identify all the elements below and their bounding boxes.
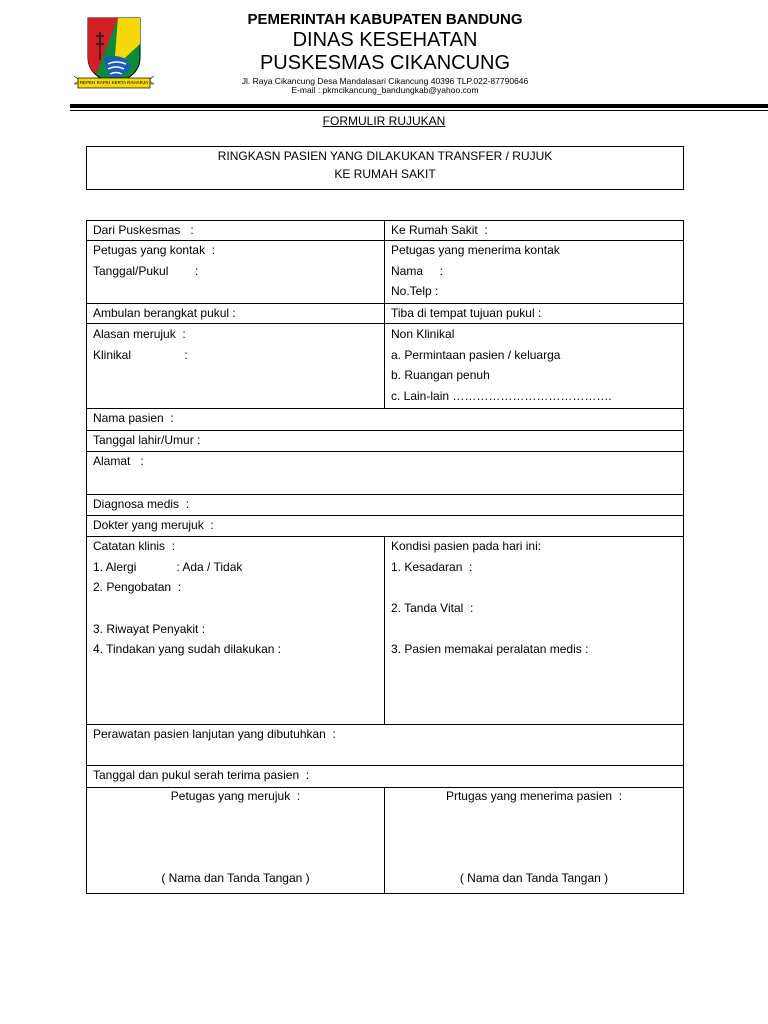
label-tanggal-lahir: Tanggal lahir/Umur : [93,433,201,447]
label-petugas-menerima-kontak: Petugas yang menerima kontak [391,243,560,257]
label-tiba: Tiba di tempat tujuan pukul : [391,306,542,320]
label-diagnosa: Diagnosa medis : [93,497,190,511]
row-divider [87,536,683,537]
logo-motto: REPEH RAPIH KERTA RAHARJA [79,80,149,85]
label-peralatan: 3. Pasien memakai peralatan medis : [391,642,589,656]
label-perawatan: Perawatan pasien lanjutan yang dibutuhkan : [93,727,336,741]
summary-line-2: KE RUMAH SAKIT [334,167,436,181]
header-department: DINAS KESEHATAN [292,29,478,51]
label-catatan: Catatan klinis : [93,539,176,553]
summary-box [86,146,684,190]
label-kesadaran: 1. Kesadaran : [391,560,473,574]
label-tindakan: 4. Tindakan yang sudah dilakukan : [93,642,282,656]
option-b: b. Ruangan penuh [391,368,490,382]
option-c: c. Lain-lain …………………………………. [391,389,612,403]
label-dari-puskesmas: Dari Puskesmas : [93,223,194,237]
label-no-telp: No.Telp : [391,284,439,298]
form-title-text: FORMULIR RUJUKAN [322,114,446,128]
label-tanggal-pukul: Tanggal/Pukul : [93,264,199,278]
label-klinikal: Klinikal : [93,348,188,362]
label-petugas-menerima-pasien: Prtugas yang menerima pasien : [445,789,623,803]
summary-line-1: RINGKASN PASIEN YANG DILAKUKAN TRANSFER / RUJUK [217,149,553,163]
label-pengobatan: 2. Pengobatan : [93,580,182,594]
row-divider [87,323,683,324]
label-nama: Nama : [391,264,444,278]
row-divider [87,494,683,495]
row-divider [87,240,683,241]
column-divider [384,536,385,724]
signature-right: ( Nama dan Tanda Tangan ) [459,871,609,885]
row-divider [87,451,683,452]
label-ambulan: Ambulan berangkat pukul : [93,306,236,320]
label-dokter: Dokter yang merujuk : [93,518,214,532]
row-divider [87,515,683,516]
header-government: PEMERINTAH KABUPATEN BANDUNG [247,11,523,28]
label-alasan: Alasan merujuk : [93,327,186,341]
row-divider [87,303,683,304]
column-divider [384,221,385,408]
label-kondisi: Kondisi pasien pada hari ini: [391,539,542,553]
row-divider [87,765,683,766]
referral-table [86,220,684,894]
label-petugas-merujuk: Petugas yang merujuk : [170,789,301,803]
kabupaten-bandung-crest-icon [74,14,154,92]
row-divider [87,430,683,431]
label-tanda-vital: 2. Tanda Vital : [391,601,474,615]
form-title [0,114,768,128]
signature-left: ( Nama dan Tanda Tangan ) [161,871,310,885]
label-serah-terima: Tanggal dan pukul serah terima pasien : [93,768,310,782]
label-alergi: 1. Alergi : Ada / Tidak [93,560,243,574]
header-divider-thick [70,104,768,108]
label-petugas-kontak: Petugas yang kontak : [93,243,216,257]
label-nama-pasien: Nama pasien : [93,411,174,425]
row-divider [87,787,683,788]
label-alamat: Alamat : [93,454,144,468]
header-divider-thin [70,110,768,111]
label-ke-rumah-sakit: Ke Rumah Sakit : [391,223,488,237]
label-riwayat: 3. Riwayat Penyakit : [93,622,206,636]
header-email: E-mail : pkmcikancung_bandungkab@yahoo.com [291,85,479,95]
row-divider [87,724,683,725]
header-puskesmas: PUSKESMAS CIKANCUNG [259,52,511,74]
label-non-klinikal: Non Klinikal [391,327,455,341]
row-divider [87,408,683,409]
option-a: a. Permintaan pasien / keluarga [391,348,561,362]
header-address: Jl. Raya Cikancung Desa Mandalasari Cikancung 40396 TLP.022-87790646 [241,76,529,86]
